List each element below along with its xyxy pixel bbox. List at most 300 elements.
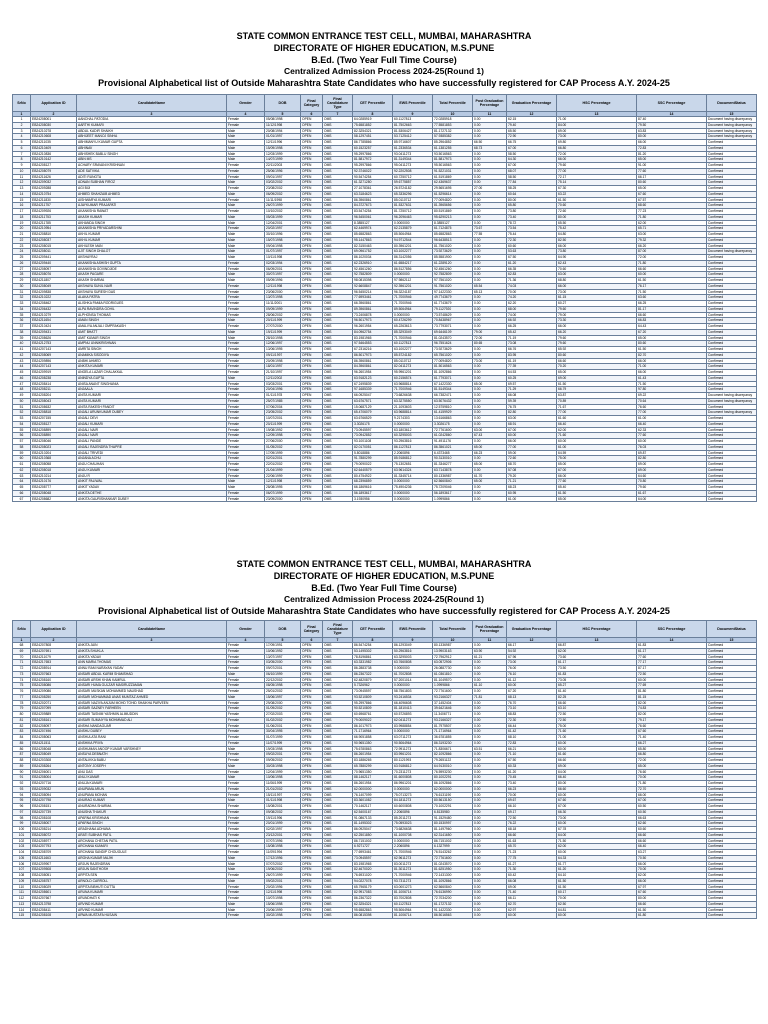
cell-gr: 68.13	[507, 694, 557, 700]
cell-cat: OPEN	[301, 485, 323, 491]
cell-doc: Confirmed	[707, 643, 757, 649]
cell-doc: Confirmed	[707, 226, 757, 232]
cell-name: ANSARI MUSKAN MOHAMMED NAUSHAD	[77, 689, 227, 695]
cell-tot: 65.7561020	[433, 352, 473, 358]
cell-type: OMS	[323, 473, 353, 479]
cell-pg: 0.00	[473, 197, 507, 203]
column-index: 13	[557, 112, 637, 117]
cell-ews: 81.3149344	[393, 157, 433, 163]
cell-name: AISHWARYA KUMARI	[77, 197, 227, 203]
cell-cet: 86.2367322	[353, 671, 393, 677]
cell-app: EB24207143	[31, 364, 77, 370]
cell-app: EB24206001	[31, 769, 77, 775]
cell-app: EB24207667	[31, 896, 77, 902]
cell-ews: 0.0000000	[393, 220, 433, 226]
cell-type: OMS	[323, 729, 353, 735]
cell-g: Female	[227, 821, 265, 827]
cell-ssc: 65.00	[637, 157, 707, 163]
cell-cat: OPEN	[301, 456, 323, 462]
cell-pg: 61.70	[473, 473, 507, 479]
cell-dob: 15/08/1998	[265, 844, 301, 850]
cell-app: EB24208063	[31, 735, 77, 741]
cell-type: OMS	[323, 735, 353, 741]
cell-cet: 66.3960861	[353, 301, 393, 307]
cell-hsc: 61.50	[557, 197, 637, 203]
cell-doc: Document having discrepancy	[707, 249, 757, 255]
cell-g: Female	[227, 186, 265, 192]
cell-type: OMS	[323, 456, 353, 462]
cell-gr: 79.20	[507, 473, 557, 479]
cell-sr: 66	[13, 490, 31, 496]
cell-ssc: 65.80	[637, 746, 707, 752]
cell-gr: 60.33	[507, 763, 557, 769]
cell-name: AKASH SHARMA	[77, 278, 227, 284]
cell-sr: 8	[13, 157, 31, 163]
cell-cat: OPEN	[301, 140, 323, 146]
cell-name: AKANKSHA GOVINDJIDE	[77, 266, 227, 272]
cell-cet: 73.0945597	[353, 427, 393, 433]
cell-ews: 65.2263613	[393, 324, 433, 330]
cell-app: EB24208462	[31, 301, 77, 307]
cell-g: Male	[227, 798, 265, 804]
cell-ews: 63.0001273	[393, 884, 433, 890]
cell-sr: 105	[13, 855, 31, 861]
cell-sr: 10	[13, 168, 31, 174]
cell-dob: 18/01/1997	[265, 364, 301, 370]
cell-app: EB24208914	[31, 666, 77, 672]
cell-doc: Confirmed	[707, 844, 757, 850]
cell-app: EB24210368	[31, 456, 77, 462]
cell-ssc: 63.60	[637, 295, 707, 301]
cell-ssc: 68.60	[637, 203, 707, 209]
cell-pg: 0.00	[473, 306, 507, 312]
cell-app: EB24211511	[31, 740, 77, 746]
cell-app: EB24210279	[31, 312, 77, 318]
cell-app: EB24207691	[31, 648, 77, 654]
cell-g: Female	[227, 410, 265, 416]
cell-sr: 17	[13, 209, 31, 215]
cell-ews: 60.1127813	[393, 117, 433, 123]
cell-tot: 13.9903163	[433, 648, 473, 654]
cell-gr: 66.76	[507, 347, 557, 353]
cell-dob: 10/06/1992	[265, 648, 301, 654]
cell-type: OMS	[323, 838, 353, 844]
cell-sr: 5	[13, 140, 31, 146]
cell-cat: OPEN	[301, 278, 323, 284]
cell-sr: 19	[13, 220, 31, 226]
cell-pg: 0.00	[473, 220, 507, 226]
cell-hsc: 61.60	[557, 416, 637, 422]
cell-type: OMS	[323, 844, 353, 850]
cell-sr: 95	[13, 798, 31, 804]
cell-g: Female	[227, 421, 265, 427]
cell-dob: 15/11/1997	[265, 792, 301, 798]
cell-ews: 0.0000000	[393, 786, 433, 792]
cell-dob: 15/06/1998	[265, 901, 301, 907]
cell-tot: 62.4369637	[433, 180, 473, 186]
cell-dob: 01/02/2002	[265, 717, 301, 723]
cell-app: EB24208030	[31, 122, 77, 128]
cell-cat: OPEN	[301, 786, 323, 792]
cell-name: ANSARI MOHAMMAD ANAS MUMTAZ AHMED	[77, 694, 227, 700]
cell-doc: Confirmed	[707, 706, 757, 712]
cell-g: Female	[227, 769, 265, 775]
cell-ews: 71.7000946	[393, 295, 433, 301]
cell-dob: 05/08/1998	[265, 117, 301, 123]
cell-app: EB24209288	[31, 186, 77, 192]
cell-doc: Confirmed	[707, 433, 757, 439]
cell-tot: 81.6251950	[433, 867, 473, 873]
cell-g: Female	[227, 209, 265, 215]
cell-cet: 56.1893617	[353, 490, 393, 496]
column-header: HSC Percentage	[557, 95, 637, 112]
cell-doc: Confirmed	[707, 191, 757, 197]
cell-pg: 0.00	[473, 410, 507, 416]
cell-doc: Confirmed	[707, 861, 757, 867]
cell-name: ANUPAMA ARUN	[77, 786, 227, 792]
cell-ssc: 67.60	[637, 890, 707, 896]
cell-cet: 6.9271727	[353, 844, 393, 850]
cell-gr: 66.23	[507, 786, 557, 792]
cell-tot: 96.6438513	[433, 237, 473, 243]
cell-sr: 20	[13, 226, 31, 232]
cell-pg: 0.00	[473, 850, 507, 856]
cell-tot: 81.0243570	[433, 861, 473, 867]
cell-type: OMS	[323, 180, 353, 186]
cell-cet: 76.6931020	[353, 873, 393, 879]
cell-hsc: 70.60	[557, 266, 637, 272]
document-header	[0, 30, 768, 89]
cell-pg: 71.81	[473, 694, 507, 700]
cell-g: Female	[227, 723, 265, 729]
cell-tot: 85.6582863	[433, 232, 473, 238]
list-page-1	[0, 0, 768, 501]
cell-type: OMS	[323, 341, 353, 347]
cell-dob: 03/05/2000	[265, 660, 301, 666]
cell-dob: 03/03/2001	[265, 381, 301, 387]
cell-tot: 11.3406771	[433, 712, 473, 718]
cell-hsc: 79.60	[557, 341, 637, 347]
cell-cet: 73.0942852	[353, 433, 393, 439]
cell-app: EB24208072	[31, 832, 77, 838]
cell-dob: 01/11/1978	[265, 393, 301, 399]
cell-sr: 1	[13, 117, 31, 123]
cell-ews: 73.6826638	[393, 393, 433, 399]
column-header: SrNo	[13, 95, 31, 112]
cell-gr: 58.50	[507, 174, 557, 180]
cell-cat: OPEN	[301, 712, 323, 718]
cell-hsc: 73.00	[557, 134, 637, 140]
cell-name: ANITA KUMARI	[77, 398, 227, 404]
cell-cat: OPEN	[301, 255, 323, 261]
cell-dob: 12/11/2002	[265, 375, 301, 381]
cell-ssc: 66.80	[637, 752, 707, 758]
cell-app: EB24208127	[31, 421, 77, 427]
cell-g: Male	[227, 329, 265, 335]
cell-dob: 30/10/1996	[265, 232, 301, 238]
column-header: CandidateName	[77, 95, 227, 112]
cell-cet: 73.0945597	[353, 689, 393, 695]
cell-pg: 0.00	[473, 249, 507, 255]
cell-pg: 0.00	[473, 666, 507, 672]
cell-pg: 0.00	[473, 272, 507, 278]
cell-hsc: 67.30	[557, 186, 637, 192]
cell-cet: 63.3184623	[353, 191, 393, 197]
cell-pg: 65.00	[473, 381, 507, 387]
cell-sr: 12	[13, 180, 31, 186]
cell-cat: OPEN	[301, 804, 323, 810]
cell-g: Female	[227, 289, 265, 295]
cell-pg: 0.00	[473, 896, 507, 902]
cell-g: Female	[227, 643, 265, 649]
cell-app: EB24210836	[31, 151, 77, 157]
cell-app: EB24208029	[31, 884, 77, 890]
cell-tot: 73.7793071	[433, 324, 473, 330]
column-header: CandidateName	[77, 621, 227, 638]
cell-type: OMS	[323, 873, 353, 879]
cell-tot: 80.1336987	[433, 643, 473, 649]
cell-ews: 86.3142056	[393, 255, 433, 261]
cell-type: OMS	[323, 433, 353, 439]
cell-name: ANSUYA DEBNATH	[77, 752, 227, 758]
cell-sr: 24	[13, 249, 31, 255]
cell-sr: 67	[13, 496, 31, 502]
cell-gr: 65.70	[507, 844, 557, 850]
cell-tot: 93.2166327	[433, 717, 473, 723]
cell-ews: 70.2311273	[393, 769, 433, 775]
cell-app: EB24208007	[31, 821, 77, 827]
cell-app: EB24210204	[31, 450, 77, 456]
cell-cat: OPEN	[301, 306, 323, 312]
cell-cat: OPEN	[301, 249, 323, 255]
cell-cat: OPEN	[301, 393, 323, 399]
cell-pg: 0.00	[473, 907, 507, 913]
cell-g: Female	[227, 781, 265, 787]
cell-g: Female	[227, 427, 265, 433]
cell-pg: 0.00	[473, 375, 507, 381]
cell-type: OMS	[323, 226, 353, 232]
cell-g: Female	[227, 324, 265, 330]
cell-type: OMS	[323, 301, 353, 307]
document-header	[0, 558, 768, 617]
cell-ssc: 64.60	[637, 473, 707, 479]
cell-g: Female	[227, 735, 265, 741]
cell-ssc: 60.00	[637, 677, 707, 683]
cell-ssc: 65.71	[637, 226, 707, 232]
cell-g: Female	[227, 700, 265, 706]
cell-tot: 72.0285918	[433, 117, 473, 123]
cell-name: ANJU KUMARI	[77, 467, 227, 473]
cell-tot: 56.1893617	[433, 490, 473, 496]
cell-sr: 43	[13, 358, 31, 364]
cell-gr: 83.95	[507, 352, 557, 358]
cell-ews: 0.0000000	[393, 272, 433, 278]
cell-doc: Document having discrepancy	[707, 398, 757, 404]
cell-sr: 106	[13, 861, 31, 867]
cell-dob: 30/02/1998	[265, 913, 301, 919]
cell-g: Male	[227, 746, 265, 752]
cell-cet: 92.7582809	[353, 272, 393, 278]
cell-tot: 86.1092866	[433, 781, 473, 787]
cell-pg: 0.00	[473, 643, 507, 649]
cell-pg: 0.00	[473, 163, 507, 169]
cell-dob: 09/02/2001	[265, 752, 301, 758]
cell-cat: OPEN	[301, 186, 323, 192]
cell-sr: 104	[13, 850, 31, 856]
cell-g: Female	[227, 347, 265, 353]
cell-pg: 0.00	[473, 467, 507, 473]
header-title: STATE COMMON ENTRANCE TEST CELL, MUMBAI, MAHARASHTRA	[236, 31, 532, 41]
cell-g: Male	[227, 272, 265, 278]
cell-type: OMS	[323, 163, 353, 169]
cell-type: OMS	[323, 855, 353, 861]
cell-type: OMS	[323, 479, 353, 485]
cell-pg: 0.00	[473, 398, 507, 404]
cell-ssc: 76.03	[637, 444, 707, 450]
cell-doc: Confirmed	[707, 775, 757, 781]
cell-name: ANUSHA THAKUR	[77, 809, 227, 815]
cell-type: OMS	[323, 122, 353, 128]
cell-cat: OPEN	[301, 450, 323, 456]
cell-name: ANSARI SAZNEY FARHEEN	[77, 706, 227, 712]
cell-cat: OPEN	[301, 398, 323, 404]
cell-sr: 63	[13, 473, 31, 479]
cell-ssc: 65.00	[637, 763, 707, 769]
cell-gr: 65.80	[507, 203, 557, 209]
cell-name: ADITI RUNGTA	[77, 174, 227, 180]
cell-app: EB24208037	[31, 237, 77, 243]
cell-pg: 0.00	[473, 878, 507, 884]
cell-gr: 68.18	[507, 827, 557, 833]
cell-cat: OPEN	[301, 775, 323, 781]
cell-hsc: 71.60	[557, 729, 637, 735]
cell-g: Female	[227, 689, 265, 695]
cell-sr: 87	[13, 752, 31, 758]
cell-cat: OPEN	[301, 260, 323, 266]
cell-doc: Confirmed	[707, 220, 757, 226]
cell-tot: 63.0572906	[433, 660, 473, 666]
cell-app: EB24208015	[31, 243, 77, 249]
cell-tot: 61.5191869	[433, 174, 473, 180]
cell-cat: OPEN	[301, 444, 323, 450]
cell-type: OMS	[323, 347, 353, 353]
cell-pg: 0.00	[473, 832, 507, 838]
cell-hsc: 73.05	[557, 677, 637, 683]
cell-cet: 62.4469974	[353, 226, 393, 232]
cell-g: Male	[227, 763, 265, 769]
cell-cat: OPEN	[301, 203, 323, 209]
cell-ews: 0.0000000	[393, 838, 433, 844]
cell-ssc: 63.00	[637, 232, 707, 238]
cell-cet: 82.3254321	[353, 128, 393, 134]
cell-gr: 69.67	[507, 798, 557, 804]
cell-dob: 19/06/2002	[265, 867, 301, 873]
cell-gr: 72.90	[507, 134, 557, 140]
cell-ews: 92.3961201	[393, 283, 433, 289]
table-header-row	[13, 621, 757, 638]
cell-gr: 72.30	[507, 237, 557, 243]
cell-ssc: 69.00	[637, 462, 707, 468]
cell-ews: 90.5064964	[393, 740, 433, 746]
cell-hsc: 63.00	[557, 272, 637, 278]
cell-tot: 80.1336987	[433, 473, 473, 479]
cell-sr: 36	[13, 318, 31, 324]
column-header: DocumentStatus	[707, 95, 757, 112]
cell-ews: 82.0411273	[393, 364, 433, 370]
cell-hsc: 60.00	[557, 821, 637, 827]
cell-cat: OPEN	[301, 128, 323, 134]
cell-app: EB24211626	[31, 174, 77, 180]
cell-cet: 96.2601954	[353, 370, 393, 376]
cell-g: Male	[227, 203, 265, 209]
cell-sr: 65	[13, 485, 31, 491]
cell-ews: 60.1127813	[393, 341, 433, 347]
cell-cat: OPEN	[301, 358, 323, 364]
cell-hsc: 69.00	[557, 128, 637, 134]
cell-ssc: 71.80	[637, 214, 707, 220]
column-index: 15	[707, 638, 757, 643]
cell-type: OMS	[323, 237, 353, 243]
cell-hsc: 65.00	[557, 496, 637, 502]
cell-name: AMRITA SINGH	[77, 347, 227, 353]
cell-sr: 21	[13, 232, 31, 238]
cell-g: Male	[227, 255, 265, 261]
cell-hsc: 66.40	[557, 775, 637, 781]
cell-ssc: 67.00	[637, 798, 707, 804]
cell-dob: 27/07/2000	[265, 324, 301, 330]
cell-hsc: 66.60	[557, 358, 637, 364]
cell-doc: Confirmed	[707, 272, 757, 278]
cell-dob: 12/11/1998	[265, 479, 301, 485]
cell-cet: 86.2601954	[353, 752, 393, 758]
cell-ssc: 66.20	[637, 243, 707, 249]
cell-ssc: 71.50	[637, 289, 707, 295]
cell-ssc: 61.43	[637, 375, 707, 381]
cell-ssc: 66.00	[637, 878, 707, 884]
cell-hsc: 60.17	[557, 890, 637, 896]
cell-g: Female	[227, 381, 265, 387]
cell-app: EB24207155	[31, 416, 77, 422]
cell-app: EB24208069	[31, 352, 77, 358]
cell-doc: Document having discrepancy	[707, 128, 757, 134]
cell-cat: OPEN	[301, 439, 323, 445]
cell-dob: 03/02/2002	[265, 180, 301, 186]
cell-app: EB24209431	[31, 329, 77, 335]
cell-tot: 1.0999866	[433, 496, 473, 502]
cell-pg: 0.00	[473, 278, 507, 284]
column-index: 7	[323, 112, 353, 117]
column-header: Post Graduation Percentage	[473, 95, 507, 112]
cell-ssc: 67.57	[637, 197, 707, 203]
cell-dob: 13/07/1998	[265, 295, 301, 301]
cell-ssc: 66.00	[637, 370, 707, 376]
cell-app: EB24207793	[31, 844, 77, 850]
column-index: 9	[393, 112, 433, 117]
cell-g: Female	[227, 122, 265, 128]
cell-doc: Confirmed	[707, 266, 757, 272]
cell-name: ANKITA SHUKLA	[77, 648, 227, 654]
cell-tot: 72.7034200	[433, 896, 473, 902]
cell-app: EB24208682	[31, 496, 77, 502]
cell-doc: Confirmed	[707, 648, 757, 654]
cell-sr: 50	[13, 398, 31, 404]
cell-hsc: 73.30	[557, 318, 637, 324]
cell-pg: 0.00	[473, 717, 507, 723]
cell-name: ANKITA DETHE	[77, 490, 227, 496]
cell-cat: OPEN	[301, 654, 323, 660]
cell-sr: 56	[13, 433, 31, 439]
cell-gr: 67.96	[507, 654, 557, 660]
